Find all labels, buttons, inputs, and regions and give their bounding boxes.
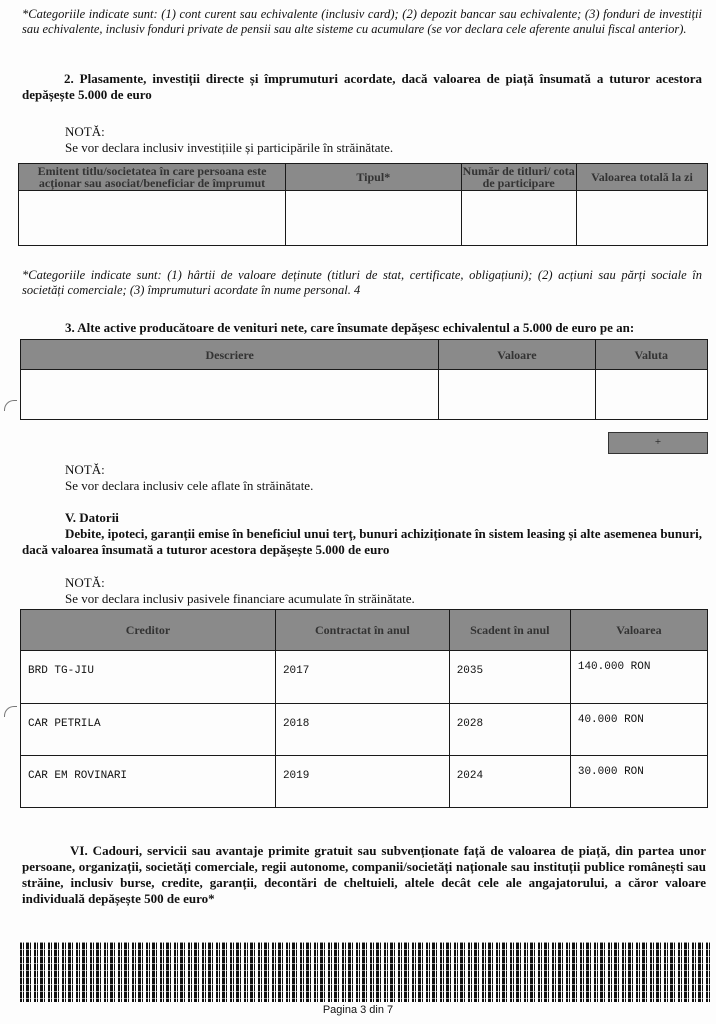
table-header: Valoarea totală la zi (576, 164, 707, 191)
categories-note-1: *Categoriile indicate sunt: (1) cont curent sau echivalente (inclusiv card); (2) depozit bancar sau echivalente; (3) fonduri de investiții sau echivalente, inclusiv fonduri private de pensii sau alte sisteme cu acumulare (se vor declara cele aferente anului fiscal anterior). (22, 7, 702, 36)
investments-table (18, 163, 708, 246)
table-cell[interactable] (595, 370, 707, 420)
table-header: Descriere (21, 340, 439, 370)
creditor-cell[interactable]: CAR PETRILA (21, 704, 276, 756)
add-row-button[interactable]: + (608, 432, 708, 454)
table-cell[interactable] (439, 370, 595, 420)
table-cell[interactable] (576, 191, 707, 246)
table-header: Creditor (21, 610, 276, 651)
table-header: Valuta (595, 340, 707, 370)
table-row (21, 651, 708, 704)
section-5-title: V. Datorii (65, 510, 119, 525)
creditor-cell[interactable]: BRD TG-JIU (21, 651, 276, 704)
table-header: Scadent în anul (449, 610, 570, 651)
table-row (19, 191, 708, 246)
scan-mark (4, 400, 17, 411)
table-header: Emitent titlu/societatea în care persoana este acționar sau asociat/beneficiar de împrumut (19, 164, 286, 191)
scadent-cell[interactable]: 2028 (449, 704, 570, 756)
scan-mark (4, 706, 17, 717)
table-cell[interactable] (286, 191, 461, 246)
scadent-cell[interactable]: 2024 (449, 756, 570, 808)
nota-text: Se vor declara inclusiv cele aflate în străinătate. (65, 478, 314, 493)
valoarea-cell[interactable]: 40.000 RON (570, 704, 707, 756)
table-cell[interactable] (461, 191, 576, 246)
valoarea-cell[interactable]: 30.000 RON (570, 756, 707, 808)
categories-note-2: *Categoriile indicate sunt: (1) hârtii de valoare deținute (titluri de stat, certificate, obligațiuni); (2) acțiuni sau părți sociale în societăți comerciale; (3) împrumuturi acordate în nume personal. 4 (22, 268, 702, 297)
table-row (21, 704, 708, 756)
scadent-cell[interactable]: 2035 (449, 651, 570, 704)
debts-table (20, 609, 708, 808)
nota-text: Se vor declara inclusiv investițiile și participările în străinătate. (65, 140, 394, 155)
table-cell[interactable] (19, 191, 286, 246)
nota-text: Se vor declara inclusiv pasivele financiare acumulate în străinătate. (65, 591, 415, 606)
contractat-cell[interactable]: 2017 (275, 651, 449, 704)
valoarea-cell[interactable]: 140.000 RON (570, 651, 707, 704)
section-2-title: 2. Plasamente, investiții directe și împrumuturi acordate, dacă valoarea de piață însumată a tuturor acestora depășește 5.000 de euro (22, 71, 702, 102)
nota-label: NOTĂ: (65, 124, 105, 139)
table-header: Valoare (439, 340, 595, 370)
table-header: Valoarea (570, 610, 707, 651)
table-header: Tipul* (286, 164, 461, 191)
barcode (20, 942, 710, 1002)
table-header: Contractat în anul (275, 610, 449, 651)
creditor-cell[interactable]: CAR EM ROVINARI (21, 756, 276, 808)
section-6-title: VI. Cadouri, servicii sau avantaje primite gratuit sau subvenționate față de valoarea de piață, din partea unor persoane, organizații, societăți comerciale, regii autonome, companii/societăți naționale sau instituții publice românești sau străine, inclusiv burse, credite, garanții, decontări de cheltuieli, altele decât cele ale angajatorului, a căror valoare individuală depășește 500 de euro* (22, 843, 706, 906)
section-5-subtitle: Debite, ipoteci, garanții emise în beneficiul unui terț, bunuri achiziționate în sistem leasing și alte asemenea bunuri, dacă valoarea însumată a tuturor acestora depășește 5.000 de euro (22, 526, 702, 557)
table-row (21, 756, 708, 808)
page-number: Pagina 3 din 7 (322, 1004, 394, 1016)
nota-label: NOTĂ: (65, 575, 105, 590)
other-assets-table (20, 339, 708, 420)
table-header: Număr de titluri/ cota de participare (462, 164, 575, 190)
nota-label: NOTĂ: (65, 462, 105, 477)
table-row (21, 370, 708, 420)
contractat-cell[interactable]: 2018 (275, 704, 449, 756)
contractat-cell[interactable]: 2019 (275, 756, 449, 808)
table-cell[interactable] (21, 370, 439, 420)
section-3-title: 3. Alte active producătoare de venituri nete, care însumate depășesc echivalentul a 5.000 de euro pe an: (65, 320, 635, 335)
